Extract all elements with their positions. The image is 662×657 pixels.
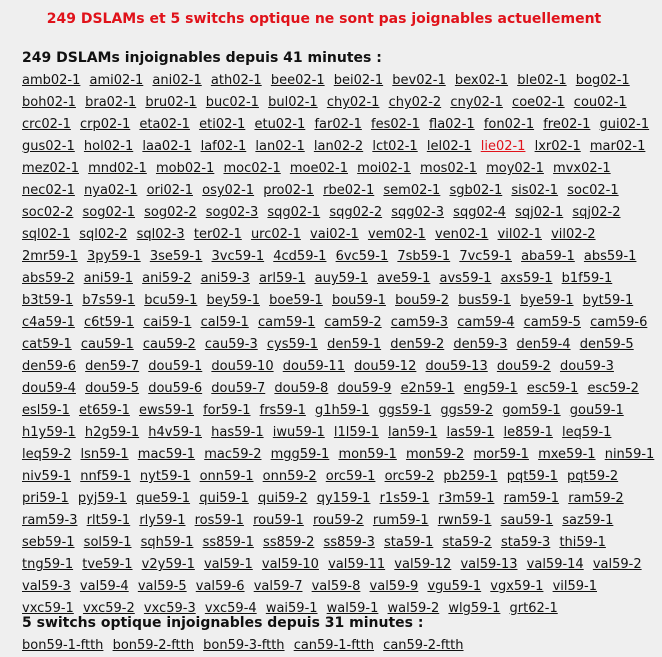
dslam-link[interactable]: bul02-1 (268, 95, 318, 110)
dslam-link[interactable]: dou59-13 (425, 359, 488, 374)
dslam-link[interactable]: dou59-3 (559, 359, 614, 374)
dslam-link[interactable]: lsn59-1 (80, 447, 129, 462)
dslam-link[interactable]: qui59-1 (199, 491, 249, 506)
dslam-link[interactable]: boe59-1 (269, 293, 323, 308)
dslam-link[interactable]: seb59-1 (22, 535, 75, 550)
dslam-link[interactable]: nin59-1 (604, 447, 655, 462)
dslam-link[interactable]: sta59-3 (500, 535, 551, 550)
dslam-link[interactable]: dou59-1 (148, 359, 203, 374)
dslam-link[interactable]: boh02-1 (22, 95, 76, 110)
dslam-link[interactable]: cam59-5 (523, 315, 581, 330)
dslam-link[interactable]: val59-11 (328, 557, 386, 572)
dslam-link[interactable]: dou59-8 (274, 381, 329, 396)
dslam-link[interactable]: 3vc59-1 (211, 249, 265, 264)
dslam-link[interactable]: sql02-3 (136, 227, 185, 242)
dslam-link[interactable]: laa02-1 (142, 139, 192, 154)
dslam-link[interactable]: val59-3 (22, 579, 71, 594)
dslam-link[interactable]: val59-7 (253, 579, 303, 594)
dslam-link[interactable]: qy159-1 (316, 491, 371, 506)
dslam-link[interactable]: mac59-1 (137, 447, 196, 462)
dslam-link[interactable]: val59-2 (592, 557, 642, 572)
dslam-link[interactable]: crp02-1 (80, 117, 131, 132)
dslam-link[interactable]: vxc59-2 (82, 601, 135, 616)
dslam-link[interactable]: rou59-2 (312, 513, 364, 528)
dslam-link[interactable]: wal59-1 (326, 601, 379, 616)
dslam-link[interactable]: has59-1 (211, 425, 264, 440)
dslam-link[interactable]: ori02-1 (146, 183, 193, 198)
dslam-link[interactable]: bei02-1 (333, 73, 384, 88)
dslam-link[interactable]: soc02-2 (22, 205, 74, 220)
dslam-link[interactable]: ath02-1 (210, 73, 262, 88)
dslam-link[interactable]: gou59-1 (569, 403, 624, 418)
dslam-link[interactable]: 7vc59-1 (459, 249, 512, 264)
dslam-link[interactable]: sqj02-1 (515, 205, 564, 220)
dslam-link[interactable]: sta59-2 (442, 535, 492, 550)
dslam-link[interactable]: cou02-1 (573, 95, 627, 110)
dslam-link[interactable]: fre02-1 (543, 117, 591, 132)
dslam-link[interactable]: vxc59-4 (204, 601, 257, 616)
dslam-link[interactable]: bee02-1 (270, 73, 325, 88)
dslam-link[interactable]: cat59-1 (22, 337, 72, 352)
dslam-link[interactable]: b3t59-1 (22, 293, 74, 308)
dslam-link[interactable]: dou59-6 (148, 381, 203, 396)
dslam-link[interactable]: vgu59-1 (427, 579, 482, 594)
dslam-link[interactable]: ave59-1 (377, 271, 431, 286)
switch-link[interactable]: bon59-3-ftth (203, 638, 285, 653)
dslam-link[interactable]: las59-1 (446, 425, 495, 440)
dslam-link[interactable]: dou59-11 (282, 359, 345, 374)
dslam-link[interactable]: bey59-1 (206, 293, 260, 308)
dslam-link[interactable]: sem02-1 (383, 183, 441, 198)
dslam-link[interactable]: bra02-1 (85, 95, 137, 110)
dslam-link[interactable]: b1f59-1 (561, 271, 613, 286)
dslam-link[interactable]: onn59-1 (199, 469, 254, 484)
dslam-link[interactable]: mnd02-1 (88, 161, 147, 176)
dslam-link[interactable]: qui59-2 (257, 491, 308, 506)
dslam-link[interactable]: fon02-1 (483, 117, 535, 132)
dslam-link[interactable]: dou59-4 (22, 381, 76, 396)
dslam-link[interactable]: rou59-1 (253, 513, 304, 528)
dslam-link[interactable]: saz59-1 (562, 513, 614, 528)
dslam-link[interactable]: vil59-1 (552, 579, 598, 594)
switch-section-heading: 5 switchs optique injoignables depuis 31 minutes : (22, 615, 424, 631)
dslam-link[interactable]: eng59-1 (463, 381, 518, 396)
dslam-link[interactable]: cau59-2 (142, 337, 196, 352)
dslam-link[interactable]: urc02-1 (250, 227, 301, 242)
dslam-link[interactable]: mez02-1 (22, 161, 79, 176)
dslam-link[interactable]: c6t59-1 (84, 315, 135, 330)
dslam-link[interactable]: l1l59-1 (333, 425, 379, 440)
dslam-link[interactable]: fla02-1 (429, 117, 475, 132)
dslam-link[interactable]: laf02-1 (200, 139, 247, 154)
dslam-link[interactable]: 4cd59-1 (273, 249, 327, 264)
dslam-link[interactable]: fes02-1 (371, 117, 420, 132)
dslam-link[interactable]: le859-1 (503, 425, 553, 440)
dslam-link[interactable]: sqg02-1 (267, 205, 321, 220)
dslam-link[interactable]: lan02-2 (313, 139, 364, 154)
dslam-link[interactable]: axs59-1 (500, 271, 553, 286)
dslam-link[interactable]: sog02-1 (82, 205, 136, 220)
dslam-link[interactable]: vxc59-1 (22, 601, 74, 616)
dslam-link[interactable]: ss859-3 (323, 535, 375, 550)
dslam-link[interactable]: mor59-1 (473, 447, 529, 462)
dslam-link[interactable]: ter02-1 (193, 227, 242, 242)
dslam-link[interactable]: dou59-7 (211, 381, 266, 396)
dslam-link[interactable]: vxc59-3 (143, 601, 196, 616)
dslam-link[interactable]: g1h59-1 (314, 403, 370, 418)
dslam-link[interactable]: tng59-1 (22, 557, 74, 572)
dslam-link[interactable]: grt62-1 (509, 601, 558, 616)
dslam-link[interactable]: ss859-1 (202, 535, 254, 550)
dslam-link[interactable]: bog02-1 (575, 73, 630, 88)
dslam-link[interactable]: abs59-1 (583, 249, 637, 264)
dslam-link[interactable]: val59-6 (195, 579, 245, 594)
dslam-link[interactable]: ss859-2 (263, 535, 315, 550)
dslam-link[interactable]: val59-12 (394, 557, 452, 572)
dslam-link[interactable]: val59-5 (137, 579, 187, 594)
dslam-link[interactable]: esc59-2 (587, 381, 639, 396)
dslam-link[interactable]: mob02-1 (155, 161, 215, 176)
dslam-link[interactable]: ram59-1 (503, 491, 560, 506)
dslam-link[interactable]: gui02-1 (599, 117, 650, 132)
dslam-link[interactable]: crc02-1 (22, 117, 71, 132)
dslam-link[interactable]: ros59-1 (194, 513, 244, 528)
dslam-link[interactable]: iwu59-1 (272, 425, 325, 440)
dslam-link[interactable]: frs59-1 (259, 403, 306, 418)
dslam-link[interactable]: sqh59-1 (140, 535, 194, 550)
dslam-link[interactable]: soc02-1 (567, 183, 619, 198)
switch-link[interactable]: can59-1-ftth (293, 638, 375, 653)
dslam-link[interactable]: bcu59-1 (144, 293, 198, 308)
dslam-link[interactable]: mac59-2 (204, 447, 262, 462)
dslam-link[interactable]: ani59-2 (142, 271, 192, 286)
dslam-link[interactable]: sis02-1 (511, 183, 559, 198)
dslam-link[interactable]: cam59-4 (457, 315, 515, 330)
dslam-link[interactable]: leq59-2 (22, 447, 72, 462)
dslam-link[interactable]: ggs59-1 (378, 403, 432, 418)
dslam-link[interactable]: leq59-1 (562, 425, 612, 440)
dslam-link[interactable]: far02-1 (314, 117, 362, 132)
dslam-link[interactable]: lel02-1 (426, 139, 472, 154)
dslam-link[interactable]: moy02-1 (486, 161, 544, 176)
dslam-link[interactable]: niv59-1 (22, 469, 72, 484)
dslam-link[interactable]: 2mr59-1 (22, 249, 78, 264)
dslam-link[interactable]: mon59-2 (405, 447, 465, 462)
dslam-link[interactable]: sgb02-1 (449, 183, 503, 198)
dslam-link[interactable]: r3m59-1 (438, 491, 495, 506)
dslam-link[interactable]: val59-1 (203, 557, 253, 572)
dslam-link[interactable]: sql02-2 (79, 227, 128, 242)
dslam-link[interactable]: h1y59-1 (22, 425, 76, 440)
dslam-link[interactable]: rum59-1 (372, 513, 429, 528)
dslam-link[interactable]: ani59-1 (83, 271, 133, 286)
dslam-link[interactable]: amb02-1 (22, 73, 81, 88)
dslam-link[interactable]: mar02-1 (589, 139, 646, 154)
dslam-link[interactable]: sqg02-2 (329, 205, 383, 220)
dslam-link[interactable]: thi59-1 (559, 535, 606, 550)
dslam-link[interactable]: vem02-1 (367, 227, 426, 242)
dslam-link[interactable]: gom59-1 (502, 403, 561, 418)
dslam-link[interactable]: dou59-9 (337, 381, 392, 396)
dslam-link[interactable]: orc59-1 (325, 469, 376, 484)
dslam-link[interactable]: sqg02-3 (391, 205, 445, 220)
dslam-link[interactable]: sta59-1 (383, 535, 434, 550)
dslam-link[interactable]: cny02-1 (450, 95, 503, 110)
dslam-link[interactable]: wai59-1 (265, 601, 318, 616)
dslam-link[interactable]: dou59-5 (85, 381, 140, 396)
switch-link[interactable]: bon59-1-ftth (22, 638, 104, 653)
dslam-link[interactable]: for59-1 (203, 403, 251, 418)
dslam-link[interactable]: cam59-1 (257, 315, 316, 330)
dslam-link[interactable]: lxr02-1 (534, 139, 581, 154)
dslam-link[interactable]: nyt59-1 (139, 469, 191, 484)
dslam-link[interactable]: esl59-1 (22, 403, 70, 418)
dslam-link[interactable]: h2g59-1 (84, 425, 140, 440)
dslam-link[interactable]: lan59-1 (388, 425, 438, 440)
dslam-link[interactable]: pqt59-2 (567, 469, 619, 484)
dslam-link[interactable]: val59-8 (311, 579, 361, 594)
dslam-link[interactable]: orc59-2 (384, 469, 435, 484)
dslam-link[interactable]: nya02-1 (84, 183, 138, 198)
dslam-link[interactable]: mxe59-1 (538, 447, 596, 462)
dslam-link[interactable]: osy02-1 (202, 183, 255, 198)
dslam-link[interactable]: r1s59-1 (379, 491, 430, 506)
dslam-link[interactable]: sqj02-2 (572, 205, 621, 220)
dslam-link[interactable]: den59-5 (579, 337, 634, 352)
dslam-link[interactable]: wal59-2 (387, 601, 440, 616)
dslam-link[interactable]: coe02-1 (512, 95, 565, 110)
dslam-link[interactable]: h4v59-1 (148, 425, 202, 440)
dslam-link[interactable]: ami02-1 (89, 73, 144, 88)
dslam-link[interactable]: val59-9 (369, 579, 419, 594)
dslam-link[interactable]: rly59-1 (139, 513, 186, 528)
dslam-link[interactable]: abs59-2 (22, 271, 75, 286)
dslam-link[interactable]: ani02-1 (152, 73, 202, 88)
dslam-link[interactable]: den59-6 (22, 359, 76, 374)
dslam-link[interactable]: bex02-1 (454, 73, 509, 88)
dslam-link[interactable]: cam59-6 (590, 315, 648, 330)
dslam-link[interactable]: avs59-1 (439, 271, 492, 286)
dslam-link[interactable]: tve59-1 (82, 557, 133, 572)
dslam-link[interactable]: pb259-1 (443, 469, 498, 484)
dslam-section-heading: 249 DSLAMs injoignables depuis 41 minutes : (22, 50, 382, 66)
dslam-link[interactable]: lie02-1 (480, 139, 526, 154)
dslam-link[interactable]: dou59-2 (496, 359, 551, 374)
dslam-link[interactable]: vil02-2 (551, 227, 596, 242)
dslam-link[interactable]: sql02-1 (22, 227, 71, 242)
page-title: 249 DSLAMs et 5 switchs optique ne sont pas joignables actuellement (46, 11, 602, 27)
switch-link[interactable]: can59-2-ftth (383, 638, 464, 653)
dslam-link[interactable]: val59-10 (261, 557, 319, 572)
dslam-link[interactable]: mvx02-1 (553, 161, 611, 176)
dslam-link[interactable]: ram59-2 (568, 491, 624, 506)
dslam-link[interactable]: sog02-2 (144, 205, 197, 220)
dslam-link[interactable]: rbe02-1 (323, 183, 375, 198)
dslam-link[interactable]: den59-2 (390, 337, 445, 352)
dslam-link[interactable]: ram59-3 (22, 513, 78, 528)
switch-link[interactable]: bon59-2-ftth (112, 638, 194, 653)
dslam-link[interactable]: mon59-1 (338, 447, 397, 462)
dslam-link[interactable]: 3py59-1 (86, 249, 141, 264)
dslam-link[interactable]: pqt59-1 (506, 469, 558, 484)
dslam-link[interactable]: cai59-1 (143, 315, 192, 330)
dslam-link[interactable]: cam59-3 (390, 315, 449, 330)
dslam-link[interactable]: c4a59-1 (22, 315, 75, 330)
dslam-link[interactable]: et659-1 (79, 403, 130, 418)
dslam-link[interactable]: aba59-1 (521, 249, 575, 264)
dslam-link[interactable]: chy02-2 (388, 95, 442, 110)
dslam-link[interactable]: byt59-1 (582, 293, 634, 308)
dslam-link[interactable]: vil02-1 (497, 227, 542, 242)
dslam-link[interactable]: esc59-1 (526, 381, 579, 396)
dslam-link[interactable]: cys59-1 (266, 337, 318, 352)
dslam-link[interactable]: cau59-3 (204, 337, 258, 352)
dslam-link[interactable]: sqg02-4 (453, 205, 506, 220)
dslam-link[interactable]: vgx59-1 (490, 579, 544, 594)
dslam-link[interactable]: pyj59-1 (77, 491, 127, 506)
dslam-link[interactable]: bev02-1 (392, 73, 446, 88)
dslam-link[interactable]: sol59-1 (83, 535, 132, 550)
dslam-link[interactable]: hol02-1 (83, 139, 134, 154)
dslam-link[interactable]: 6vc59-1 (335, 249, 389, 264)
dslam-link[interactable]: bou59-2 (395, 293, 450, 308)
dslam-link[interactable]: den59-1 (327, 337, 382, 352)
dslam-link[interactable]: bru02-1 (145, 95, 197, 110)
dslam-link[interactable]: gus02-1 (22, 139, 75, 154)
dslam-link[interactable]: moi02-1 (357, 161, 411, 176)
dslam-link[interactable]: pro02-1 (263, 183, 314, 198)
dslam-link[interactable]: bye59-1 (520, 293, 574, 308)
dslam-link[interactable]: vai02-1 (310, 227, 359, 242)
dslam-link[interactable]: val59-13 (460, 557, 518, 572)
dslam-link[interactable]: cau59-1 (80, 337, 134, 352)
dslam-link[interactable]: etu02-1 (254, 117, 306, 132)
dslam-link[interactable]: auy59-1 (314, 271, 369, 286)
dslam-link[interactable]: sog02-3 (205, 205, 259, 220)
dslam-link[interactable]: bou59-1 (331, 293, 386, 308)
dslam-link[interactable]: bus59-1 (458, 293, 511, 308)
dslam-link[interactable]: lan02-1 (255, 139, 305, 154)
dslam-link[interactable]: pri59-1 (22, 491, 69, 506)
dslam-link[interactable]: que59-1 (136, 491, 191, 506)
dslam-link[interactable]: v2y59-1 (141, 557, 195, 572)
dslam-link[interactable]: ews59-1 (139, 403, 194, 418)
dslam-link[interactable]: moe02-1 (289, 161, 349, 176)
dslam-link[interactable]: eti02-1 (199, 117, 246, 132)
dslam-link[interactable]: cam59-2 (324, 315, 382, 330)
dslam-link[interactable]: mgg59-1 (270, 447, 330, 462)
switch-link-list (22, 635, 662, 657)
dslam-link[interactable]: b7s59-1 (82, 293, 136, 308)
dslam-link[interactable]: ggs59-2 (440, 403, 494, 418)
dslam-link[interactable]: nnf59-1 (80, 469, 131, 484)
dslam-link[interactable]: e2n59-1 (400, 381, 455, 396)
dslam-link[interactable]: wlg59-1 (448, 601, 501, 616)
dslam-link[interactable]: cal59-1 (200, 315, 249, 330)
dslam-link[interactable]: dou59-12 (354, 359, 417, 374)
dslam-link[interactable]: rlt59-1 (86, 513, 131, 528)
dslam-link[interactable]: chy02-1 (326, 95, 380, 110)
dslam-link[interactable]: den59-3 (453, 337, 508, 352)
dslam-link[interactable]: dou59-10 (211, 359, 274, 374)
dslam-link[interactable]: val59-14 (526, 557, 584, 572)
dslam-link-list (22, 70, 662, 620)
dslam-link[interactable]: sau59-1 (500, 513, 554, 528)
dslam-link[interactable]: lct02-1 (372, 139, 418, 154)
dslam-link[interactable]: rwn59-1 (437, 513, 492, 528)
dslam-link[interactable]: moc02-1 (223, 161, 281, 176)
dslam-link[interactable]: buc02-1 (205, 95, 259, 110)
dslam-link[interactable]: 3se59-1 (149, 249, 203, 264)
dslam-link[interactable]: ven02-1 (434, 227, 489, 242)
dslam-link[interactable]: ani59-3 (200, 271, 250, 286)
dslam-link[interactable]: onn59-2 (262, 469, 317, 484)
dslam-link[interactable]: arl59-1 (259, 271, 306, 286)
dslam-link[interactable]: 7sb59-1 (397, 249, 451, 264)
dslam-link[interactable]: den59-4 (516, 337, 571, 352)
dslam-link[interactable]: eta02-1 (139, 117, 190, 132)
dslam-link[interactable]: nec02-1 (22, 183, 75, 198)
dslam-link[interactable]: mos02-1 (420, 161, 477, 176)
dslam-link[interactable]: ble02-1 (517, 73, 567, 88)
dslam-link[interactable]: den59-7 (85, 359, 140, 374)
dslam-link[interactable]: val59-4 (79, 579, 129, 594)
